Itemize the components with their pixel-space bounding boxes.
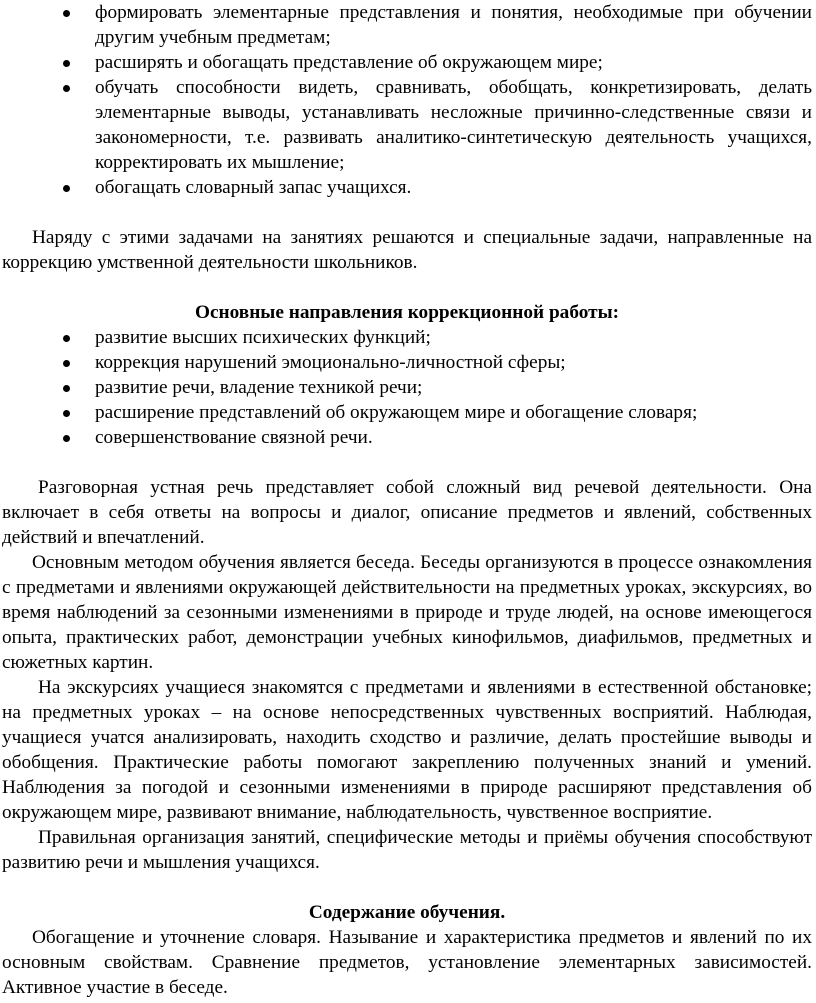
bullet-icon [63, 410, 70, 417]
bullet-icon [63, 385, 70, 392]
tasks-list [2, 0, 812, 200]
bullet-icon [63, 335, 70, 342]
paragraph-excursions: На экскурсиях учащиеся знакомятся с предметами и явлениями в естественной обстановке; на предметных уроках – на основе непосредственных чувственных восприятий. Наблюдая, учащиеся учатся анализировать, находить сходство и различие, делать простейшие выводы и обобщения. Практические работы помогают закреплению полученных знаний и умений. Наблюдения за погодой и сезонными изменениями в природе расширяют представления об окружающем мире, развивают внимание, наблюдательность, чувственное восприятие. [2, 677, 812, 823]
list-item: обогащать словарный запас учащихся. [2, 175, 812, 200]
paragraph-organization: Правильная организация занятий, специфические методы и приёмы обучения способствуют развитию речи и мышления учащихся. [2, 827, 812, 873]
paragraph-special-tasks: Наряду с этими задачами на занятиях решаются и специальные задачи, направленные на коррекцию умственной деятельности школьников. [2, 227, 812, 273]
bullet-icon [63, 185, 70, 192]
heading-correction-directions: Основные направления коррекционной работы: [194, 302, 620, 323]
list-item: совершенствование связной речи. [2, 425, 812, 450]
list-item: коррекция нарушений эмоционально-личностной сферы; [2, 350, 812, 375]
heading-content: Содержание обучения. [308, 902, 506, 923]
list-item: расширять и обогащать представление об окружающем мире; [2, 50, 812, 75]
bullet-icon [63, 435, 70, 442]
paragraph-method: Основным методом обучения является беседа. Беседы организуются в процессе ознакомления с предметами и явлениями окружающей действительности на предметных уроках, экскурсиях, во время наблюдений за сезонными изменениями в природе и труде людей, на основе имеющегося опыта, практических работ, демонстрации учебных кинофильмов, диафильмов, предметных и сюжетных картин. [2, 552, 812, 673]
bullet-icon [63, 85, 70, 92]
bullet-icon [63, 360, 70, 367]
correction-list [2, 325, 812, 450]
paragraph-content: Обогащение и уточнение словаря. Называние и характеристика предметов и явлений по их основным свойствам. Сравнение предметов, установление элементарных зависимостей. Активное участие в беседе. [2, 927, 812, 998]
bullet-icon [63, 10, 70, 17]
paragraph-speech: Разговорная устная речь представляет собой сложный вид речевой деятельности. Она включает в себя ответы на вопросы и диалог, описание предметов и явлений, собственных действий и впечатлений. [2, 477, 812, 548]
list-item: развитие речи, владение техникой речи; [2, 375, 812, 400]
list-item: обучать способности видеть, сравнивать, обобщать, конкретизировать, делать элементарные выводы, устанавливать несложные причинно-следственные связи и закономерности, т.е. развивать аналитико-синтетическую деятельность учащихся, корректировать их мышление; [2, 75, 812, 175]
list-item: развитие высших психических функций; [2, 325, 812, 350]
list-item: расширение представлений об окружающем мире и обогащение словаря; [2, 400, 812, 425]
list-item: формировать элементарные представления и понятия, необходимые при обучении другим учебным предметам; [2, 0, 812, 50]
bullet-icon [63, 60, 70, 67]
